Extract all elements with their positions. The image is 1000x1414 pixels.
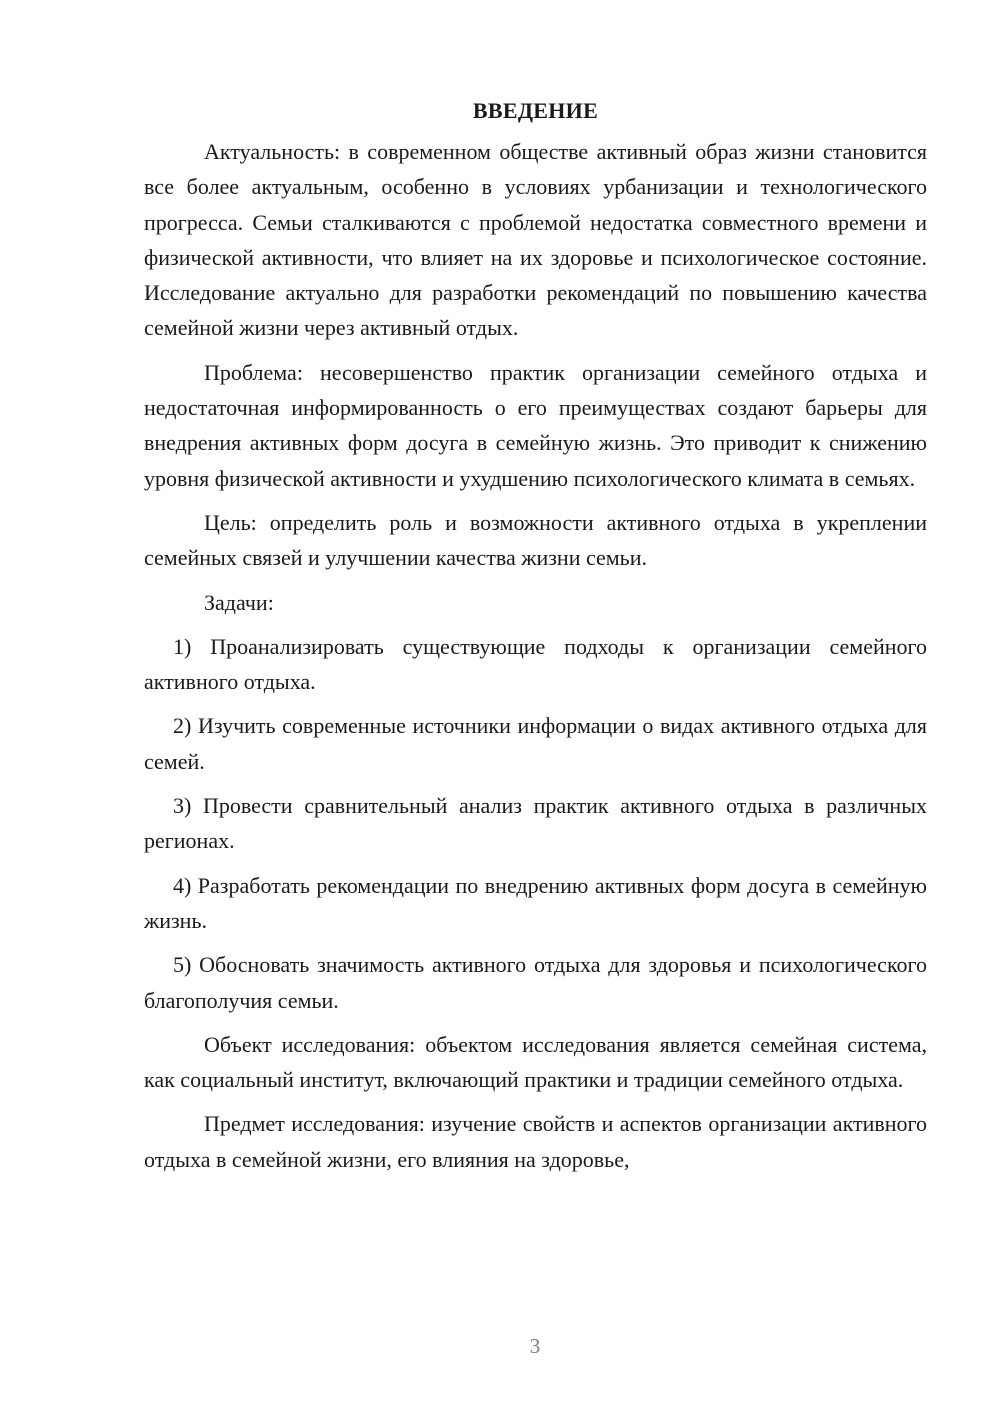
section-title: ВВЕДЕНИЕ (472, 98, 599, 123)
paragraph-object: Объект исследования: объектом исследования является семейная система, как социальный институт, включающий практики и традиции семейного отдыха. (144, 1031, 927, 1093)
task-item-2: 2) Изучить современные источники информации о видах активного отдыха для семей. (144, 713, 927, 774)
paragraph-problem: Проблема: несовершенство практик организации семейного отдыха и недостаточная информированность о его преимуществах создают барьеры для внедрения активных форм досуга в семейную жизнь. Это приводит к снижению уровня физической активности и ухудшению психологического климата в семьях. (144, 359, 927, 491)
task-item-1: 1) Проанализировать существующие подходы к организации семейного активного отдыха. (144, 633, 927, 695)
document-body (144, 93, 927, 1186)
task-item-4: 4) Разработать рекомендации по внедрению активных форм досуга в семейную жизнь. (144, 872, 927, 933)
task-item-3: 3) Провести сравнительный анализ практик активного отдыха в различных регионах. (144, 793, 927, 854)
paragraph-subject: Предмет исследования: изучение свойств и аспектов организации активного отдыха в семейной жизни, его влияния на здоровье, (144, 1111, 927, 1172)
page-number: 3 (529, 1334, 541, 1358)
paragraph-relevance: Актуальность: в современном обществе активный образ жизни становится все более актуальным, особенно в условиях урбанизации и технологического прогресса. Семьи сталкиваются с проблемой недостатка совместного времени и физической активности, что влияет на их здоровье и психологическое состояние. Исследование актуально для разработки рекомендаций по повышению качества семейной жизни через активный отдых. (144, 139, 927, 341)
task-item-5: 5) Обосновать значимость активного отдыха для здоровья и психологического благополучия семьи. (144, 952, 927, 1013)
paragraph-tasks-heading: Задачи: (204, 589, 274, 615)
paragraph-goal: Цель: определить роль и возможности активного отдыха в укреплении семейных связей и улучшении качества жизни семьи. (144, 509, 927, 571)
